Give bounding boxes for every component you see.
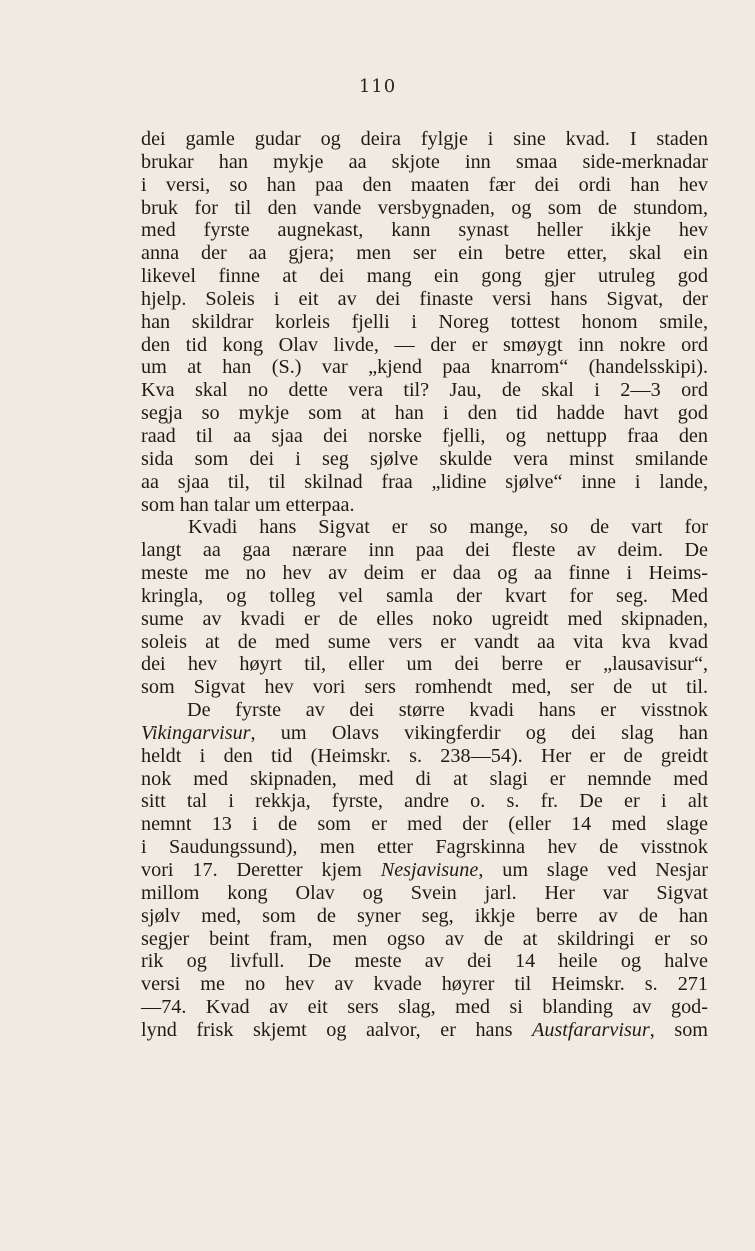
- text-line: millom kong Olav og Svein jarl. Her var Sigvat: [141, 881, 708, 904]
- text-line: dei hev høyrt til, eller um dei berre er „lausavisur“,: [141, 653, 708, 676]
- text-line: kringla, og tolleg vel samla der kvart for seg. Med: [141, 584, 708, 607]
- text-line: sitt tal i rekkja, fyrste, andre o. s. fr. De er i alt: [141, 790, 708, 813]
- text-line: sume av kvadi er de elles noko ugreidt med skipnaden,: [141, 607, 708, 630]
- paragraph-start-line: Kvadi hans Sigvat er so mange, so de vart for: [188, 516, 708, 539]
- text-line: likevel finne at dei mang ein gong gjer utruleg god: [141, 265, 708, 288]
- text-line: i versi, so han paa den maaten fær dei ordi han hev: [141, 173, 708, 196]
- text-line: segjer beint fram, men ogso av de at skildringi er so: [141, 927, 708, 950]
- text-line: versi me no hev av kvade høyrer til Heimskr. s. 271: [141, 973, 708, 996]
- text-line: Vikingarvisur, um Olavs vikingferdir og dei slag han: [141, 721, 708, 744]
- text-line: hjelp. Soleis i eit av dei finaste versi hans Sigvat, der: [141, 287, 708, 310]
- text-line: meste me no hev av deim er daa og aa finne i Heims-: [141, 562, 708, 585]
- paragraph-end-line: som han talar um etterpaa.: [141, 493, 355, 516]
- text-line: raad til aa sjaa dei norske fjelli, og nettupp fraa den: [141, 424, 708, 447]
- text-line: soleis at de med sume vers er vandt aa vita kva kvad: [141, 630, 708, 653]
- title-vikingarvisur: Vikingarvisur: [141, 721, 251, 744]
- text-line: brukar han mykje aa skjote inn smaa side-merknadar: [141, 150, 708, 173]
- text-line: langt aa gaa nærare inn paa dei fleste av deim. De: [141, 539, 708, 562]
- text-line: um at han (S.) var „kjend paa knarrom“ (handelsskipi).: [141, 356, 708, 379]
- body-text: [141, 128, 708, 1042]
- text-line: anna der aa gjera; men ser ein betre etter, skal ein: [141, 242, 708, 265]
- paragraph-start-line: De fyrste av dei større kvadi hans er visstnok: [187, 699, 708, 722]
- title-nesjavisune: Nesjavisune: [380, 859, 479, 881]
- text-line: med fyrste augnekast, kann synast heller ikkje hev: [141, 219, 708, 242]
- text-line: rik og livfull. De meste av dei 14 heile og halve: [141, 950, 708, 973]
- text-line: aa sjaa til, til skilnad fraa „lidine sjølve“ inne i lande,: [141, 470, 708, 493]
- text-line: han skildrar korleis fjelli i Noreg tottest honom smile,: [141, 310, 708, 333]
- text-line: —74. Kvad av eit sers slag, med si blanding av god-: [141, 996, 708, 1019]
- text-line: nok med skipnaden, med di at slagi er nemnde med: [141, 767, 708, 790]
- paragraph-end-line: som Sigvat hev vori sers romhendt med, ser de ut til.: [141, 676, 708, 699]
- text-line: dei gamle gudar og deira fylgje i sine kvad. I staden: [141, 128, 708, 150]
- text-line: heldt i den tid (Heimskr. s. 238—54). Her er de greidt: [141, 744, 708, 767]
- text-line: lynd frisk skjemt og aalvor, er hans Austfararvisur, som: [141, 1018, 708, 1041]
- text-line: bruk for til den vande versbygnaden, og som de stundom,: [141, 196, 708, 219]
- text-line: sjølv med, som de syner seg, ikkje berre av de han: [141, 904, 708, 927]
- text-line: den tid kong Olav livde, — der er smøygt inn nokre ord: [141, 333, 708, 356]
- text-line: nemnt 13 i de som er med der (eller 14 med slage: [141, 813, 708, 836]
- text-line: segja so mykje som at han i den tid hadde havt god: [141, 402, 708, 425]
- page-number: 110: [358, 76, 397, 97]
- text-line: Kva skal no dette vera til? Jau, de skal i 2—3 ord: [141, 379, 708, 402]
- text-line: vori 17. Deretter kjem Nesjavisune, um slage ved Nesjar: [141, 859, 708, 881]
- text-line: sida som dei i seg sjølve skulde vera minst smilande: [141, 447, 708, 470]
- text-line: i Saudungssund), men etter Fagrskinna hev de visstnok: [141, 836, 708, 859]
- title-austfararvisur: Austfararvisur: [531, 1018, 650, 1041]
